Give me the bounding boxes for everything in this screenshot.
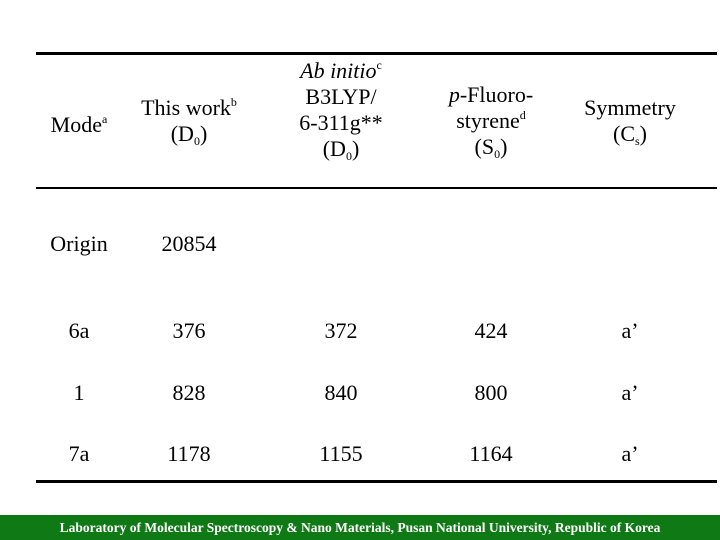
cell-1-this-work: 828 bbox=[172, 380, 206, 405]
header-symmetry-line1: Symmetry bbox=[584, 95, 676, 120]
cell-1-mode: 1 bbox=[73, 380, 85, 405]
header-fluorostyrene bbox=[449, 82, 533, 160]
cell-6a-symmetry: a’ bbox=[621, 318, 639, 343]
cell-origin-this-work: 20854 bbox=[161, 231, 217, 256]
footer-text: Laboratory of Molecular Spectroscopy & Nano Materials, Pusan National University, Republic of Korea bbox=[59, 520, 661, 535]
header-this-work-sub: 0 bbox=[193, 134, 200, 148]
cell-origin-mode: Origin bbox=[50, 231, 108, 256]
header-fluorostyrene-line3-end: ) bbox=[500, 134, 508, 159]
header-ab-initio bbox=[299, 58, 383, 162]
cell-7a-symmetry: a’ bbox=[621, 441, 639, 466]
table-bottom-rule bbox=[36, 480, 717, 483]
cell-6a-this-work: 376 bbox=[172, 318, 206, 343]
table-top-rule bbox=[36, 52, 717, 55]
header-ab-initio-line2: B3LYP/ bbox=[305, 84, 377, 109]
cell-1-ab-initio: 840 bbox=[324, 380, 358, 405]
header-fluorostyrene-line3: (S bbox=[474, 134, 495, 159]
cell-7a-ab-initio: 1155 bbox=[319, 441, 363, 466]
header-mode bbox=[51, 112, 108, 138]
header-fluorostyrene-line1: -Fluoro- bbox=[459, 82, 534, 107]
header-symmetry-line2: (C bbox=[612, 121, 635, 146]
cell-1-fluorostyrene: 800 bbox=[474, 380, 508, 405]
header-this-work-line2-end: ) bbox=[199, 121, 208, 146]
header-this-work-sup: b bbox=[230, 95, 237, 109]
header-ab-initio-line4: (D bbox=[322, 136, 346, 161]
header-ab-initio-line3: 6-311g** bbox=[299, 110, 383, 135]
cell-7a-mode: 7a bbox=[68, 441, 90, 466]
header-this-work-line1: This work bbox=[141, 95, 231, 120]
cell-6a-mode: 6a bbox=[68, 318, 90, 343]
header-ab-initio-sub: 0 bbox=[345, 149, 352, 163]
header-fluorostyrene-sup: d bbox=[519, 108, 526, 122]
header-ab-initio-sup: c bbox=[376, 58, 382, 72]
cell-7a-this-work: 1178 bbox=[167, 441, 211, 466]
header-ab-initio-line4-end: ) bbox=[351, 136, 360, 161]
header-this-work bbox=[141, 95, 237, 147]
header-mode-sup: a bbox=[102, 112, 108, 126]
header-mode-text: Mode bbox=[50, 112, 102, 137]
cell-6a-ab-initio: 372 bbox=[324, 318, 358, 343]
header-symmetry-line2-end: ) bbox=[639, 121, 647, 146]
cell-6a-fluorostyrene: 424 bbox=[474, 318, 508, 343]
footer-banner bbox=[0, 515, 720, 540]
cell-1-symmetry: a’ bbox=[621, 380, 639, 405]
header-symmetry bbox=[584, 95, 676, 147]
header-fluorostyrene-line2: styrene bbox=[456, 108, 520, 133]
header-symmetry-sub: s bbox=[634, 134, 640, 148]
header-this-work-line2: (D bbox=[170, 121, 194, 146]
header-ab-initio-line1: Ab initio bbox=[300, 58, 377, 83]
table-header-rule bbox=[36, 187, 717, 189]
header-fluorostyrene-sub: 0 bbox=[494, 147, 501, 161]
cell-7a-fluorostyrene: 1164 bbox=[469, 441, 513, 466]
header-fluorostyrene-prefix: p bbox=[448, 82, 460, 107]
